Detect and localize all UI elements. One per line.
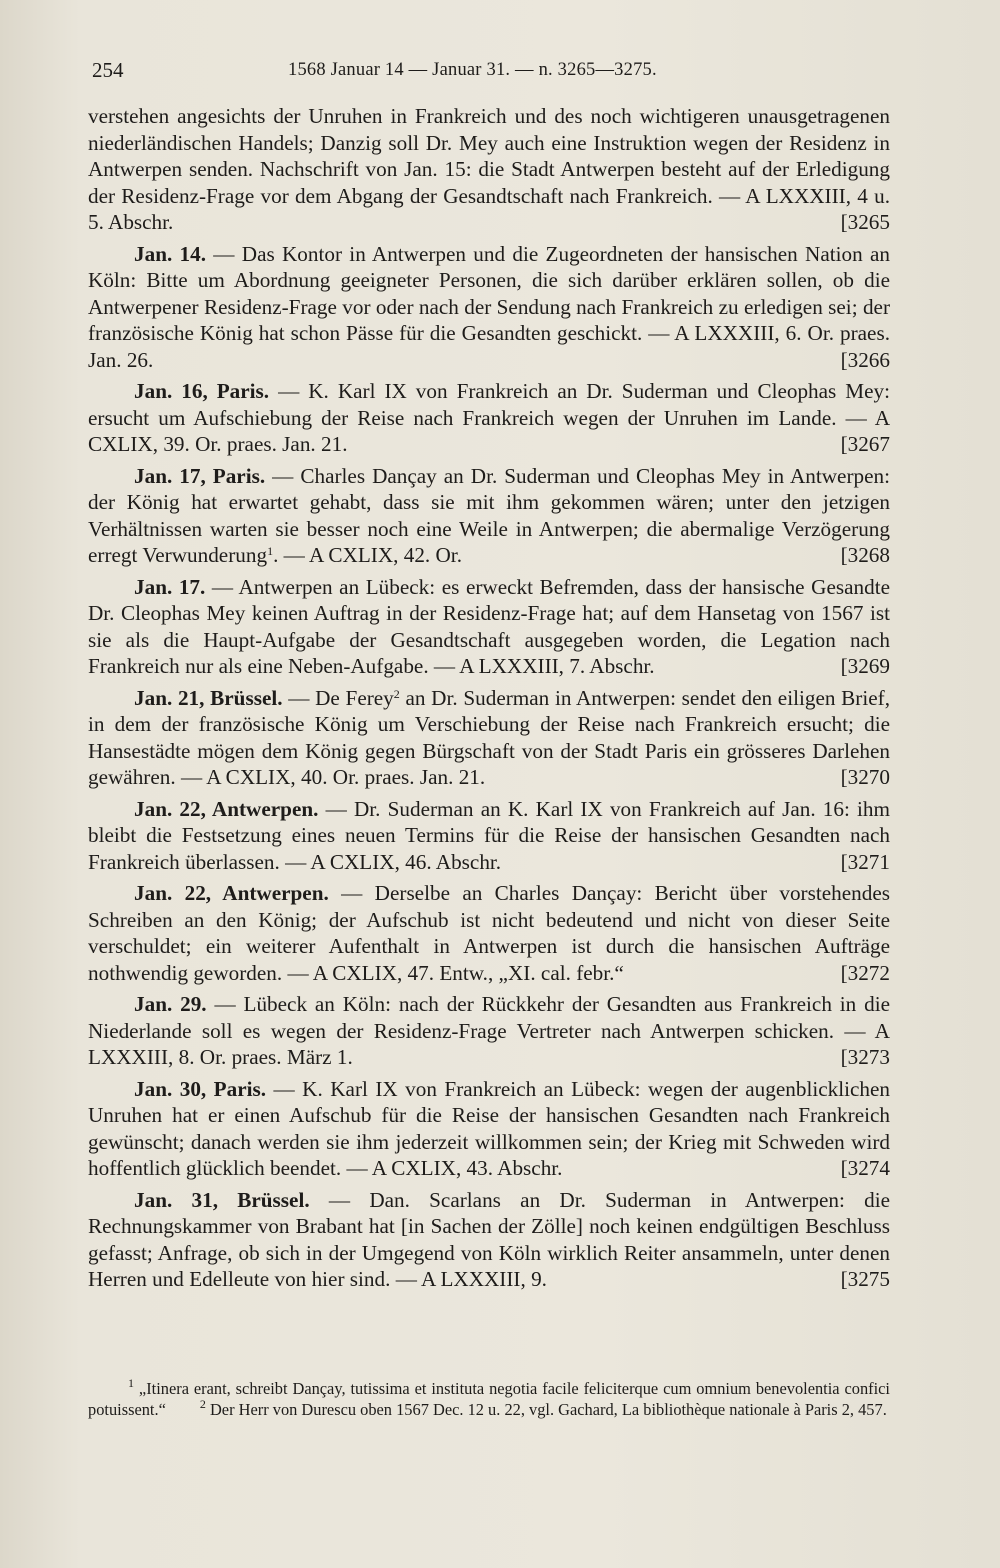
footnote-2 — [199, 1397, 887, 1419]
entry-3266 — [88, 241, 890, 374]
entry-text: — K. Karl IX von Frankreich an Lübeck: wegen der augenblicklichen Unruhen hat er einen Aufschub für die Reise der hansischen Gesandten nach Frankreich gewünscht; danach werden sie ihm jederzeit willkommen sein; der Krieg mit Schweden wird hoffentlich glücklich beendet. — A CXLIX, 43. Abschr. — [88, 1076, 890, 1180]
entry-number: [3266 — [840, 347, 890, 372]
running-title: 1568 Januar 14 — Januar 31. — n. 3265—3275. — [288, 60, 657, 80]
entry-3269 — [88, 574, 890, 680]
entry-text: — Antwerpen an Lübeck: es erweckt Befremden, dass der hansische Gesandte Dr. Cleophas Mey keinen Auftrag in der Residenz-Frage hat; auf dem Hansetag von 1567 ist sie als die Haupt-Aufgabe der Gesandtschaft ausgegeben worden, die Legation nach Frankreich nur als eine Neben-Aufgabe. — A LXXXIII, 7. Abschr. — [88, 574, 890, 678]
entry-3273 — [88, 991, 890, 1071]
entry-text: verstehen angesichts der Unruhen in Frankreich und des noch wichtigeren unausgetragenen niederländischen Handels; Danzig soll Dr. Mey auch eine Instruktion wegen der Residenz in Antwerpen senden. Nachschrift von Jan. 15: die Stadt Antwerpen besteht auf der Erledigung der Residenz-Frage vor dem Abgang der Gesandtschaft nach Frankreich. — A LXXXIII, 4 u. 5. Abschr. — [88, 104, 890, 234]
entry-text-cont: . — A CXLIX, 42. Or. — [273, 543, 462, 567]
entry-number: [3273 — [840, 1045, 890, 1069]
entry-date: Jan. 21, Brüssel. — [134, 685, 283, 710]
entry-3272 — [88, 880, 890, 986]
entry-text: — Derselbe an Charles Dançay: Bericht über vorstehendes Schreiben an den König; der Aufschub ist nicht bedeutend und nicht von dieser Seite verschuldet; ein weiterer Aufenthalt in Antwerpen ist durch die hansischen Aufträge nothwendig geworden. — A CXLIX, 47. Entw., „XI. cal. febr.“ — [88, 881, 890, 985]
entry-text: — Dr. Suderman an K. Karl IX von Frankreich auf Jan. 16: ihm bleibt die Festsetzung eines neuen Termins für die Reise der hansischen Gesandten nach Frankreich überlassen. — A CXLIX, 46. Abschr. — [88, 796, 890, 874]
entry-3275 — [88, 1187, 890, 1293]
entry-text: — Das Kontor in Antwerpen und die Zugeordneten der hansischen Nation an Köln: Bitte um Abordnung geeigneter Personen, die sich darüber erklären sollen, ob die Antwerpener Residenz-Frage vor oder nach der Sendung nach Frankreich zu erledigen sei; der französische König hat schon Pässe für die Gesandten geschickt. — A LXXXIII, 6. Or. praes. Jan. 26. — [88, 241, 890, 372]
footnote-text: „Itinera erant, schreibt Dançay, tutissima et instituta negotia facile feliciterque cum omnium benevolentia confici potuissent.“ — [88, 1379, 890, 1419]
entry-number: [3269 — [840, 654, 890, 678]
entry-number: [3275 — [840, 1267, 890, 1291]
entry-date: Jan. 31, Brüssel. — [134, 1187, 310, 1212]
entry-3267 — [88, 378, 890, 458]
entry-date: Jan. 30, Paris. — [134, 1076, 267, 1101]
entry-3265 — [88, 103, 890, 236]
entry-text: — Lübeck an Köln: nach der Rückkehr der Gesandten aus Frankreich in die Niederlande soll es wegen der Residenz-Frage Vertreter nach Antwerpen schicken. — A LXXXIII, 8. Or. praes. März 1. — [88, 992, 890, 1069]
entry-text-cont: an Dr. Suderman in Antwerpen: sendet den eiligen Brief, in dem der französische König um Verschiebung der Reise nach Frankreich ersucht; die Hansestädte mögen dem König gegen Bürgschaft von der Stadt Paris ein grösseres Darlehen gewähren. — A CXLIX, 40. Or. praes. Jan. 21. — [88, 685, 890, 789]
entry-number: [3271 — [840, 849, 890, 874]
entry-text: — K. Karl IX von Frankreich an Dr. Suderman und Cleophas Mey: ersucht um Aufschiebung der Reise nach Frankreich wegen der Unruhen im Lande. — A CXLIX, 39. Or. praes. Jan. 21. — [88, 379, 890, 456]
entry-text: — De Ferey — [282, 685, 394, 710]
footnote-ref: 2 — [393, 686, 400, 701]
footnotes — [88, 1378, 890, 1420]
entry-date: Jan. 29. — [134, 992, 207, 1016]
entry-date: Jan. 16, Paris. — [134, 379, 270, 403]
entry-text: — Charles Dançay an Dr. Suderman und Cleophas Mey in Antwerpen: der König hat erwartet gehabt, dass sie mit ihm gekommen wären; unter den jetzigen Verhältnissen warten sie besser noch eine Weile in Antwerpen; die abermalige Verzögerung erregt Verwunderung — [88, 463, 890, 567]
entry-number: [3268 — [840, 543, 890, 567]
entry-date: Jan. 17. — [134, 574, 206, 599]
register-entries — [88, 103, 890, 1298]
entry-date: Jan. 14. — [134, 241, 207, 266]
page-number: 254 — [92, 58, 124, 82]
entry-date: Jan. 22, Antwerpen. — [134, 796, 319, 821]
entry-3274 — [88, 1076, 890, 1182]
footnote-1 — [88, 1378, 890, 1420]
entry-3268 — [88, 463, 890, 569]
entry-date: Jan. 22, Antwerpen. — [134, 881, 329, 905]
entry-date: Jan. 17, Paris. — [134, 463, 266, 488]
footnote-mark: 1 — [128, 1376, 134, 1390]
footnote-text: Der Herr von Durescu oben 1567 Dec. 12 u. 22, vgl. Gachard, La bibliothèque nationale à Paris 2, 457. — [205, 1400, 887, 1419]
entry-3271 — [88, 796, 890, 876]
entry-number: [3274 — [840, 1156, 890, 1180]
entry-number: [3265 — [840, 210, 890, 234]
footnote-mark: 2 — [199, 1397, 206, 1411]
footnote-ref: 1 — [267, 544, 274, 558]
entry-3270 — [88, 685, 890, 791]
entry-number: [3272 — [840, 960, 890, 985]
entry-text: — Dan. Scarlans an Dr. Suderman in Antwerpen: die Rechnungskammer von Brabant hat [in Sachen der Zölle] noch keinen endgültigen Beschluss gefasst; Anfrage, ob sich in der Umgegend von Köln wirklich Reiter ansammeln, unter denen Herren und Edelleute von hier sind. — A LXXXIII, 9. — [88, 1187, 890, 1291]
entry-number: [3267 — [840, 432, 890, 456]
entry-number: [3270 — [840, 765, 890, 789]
